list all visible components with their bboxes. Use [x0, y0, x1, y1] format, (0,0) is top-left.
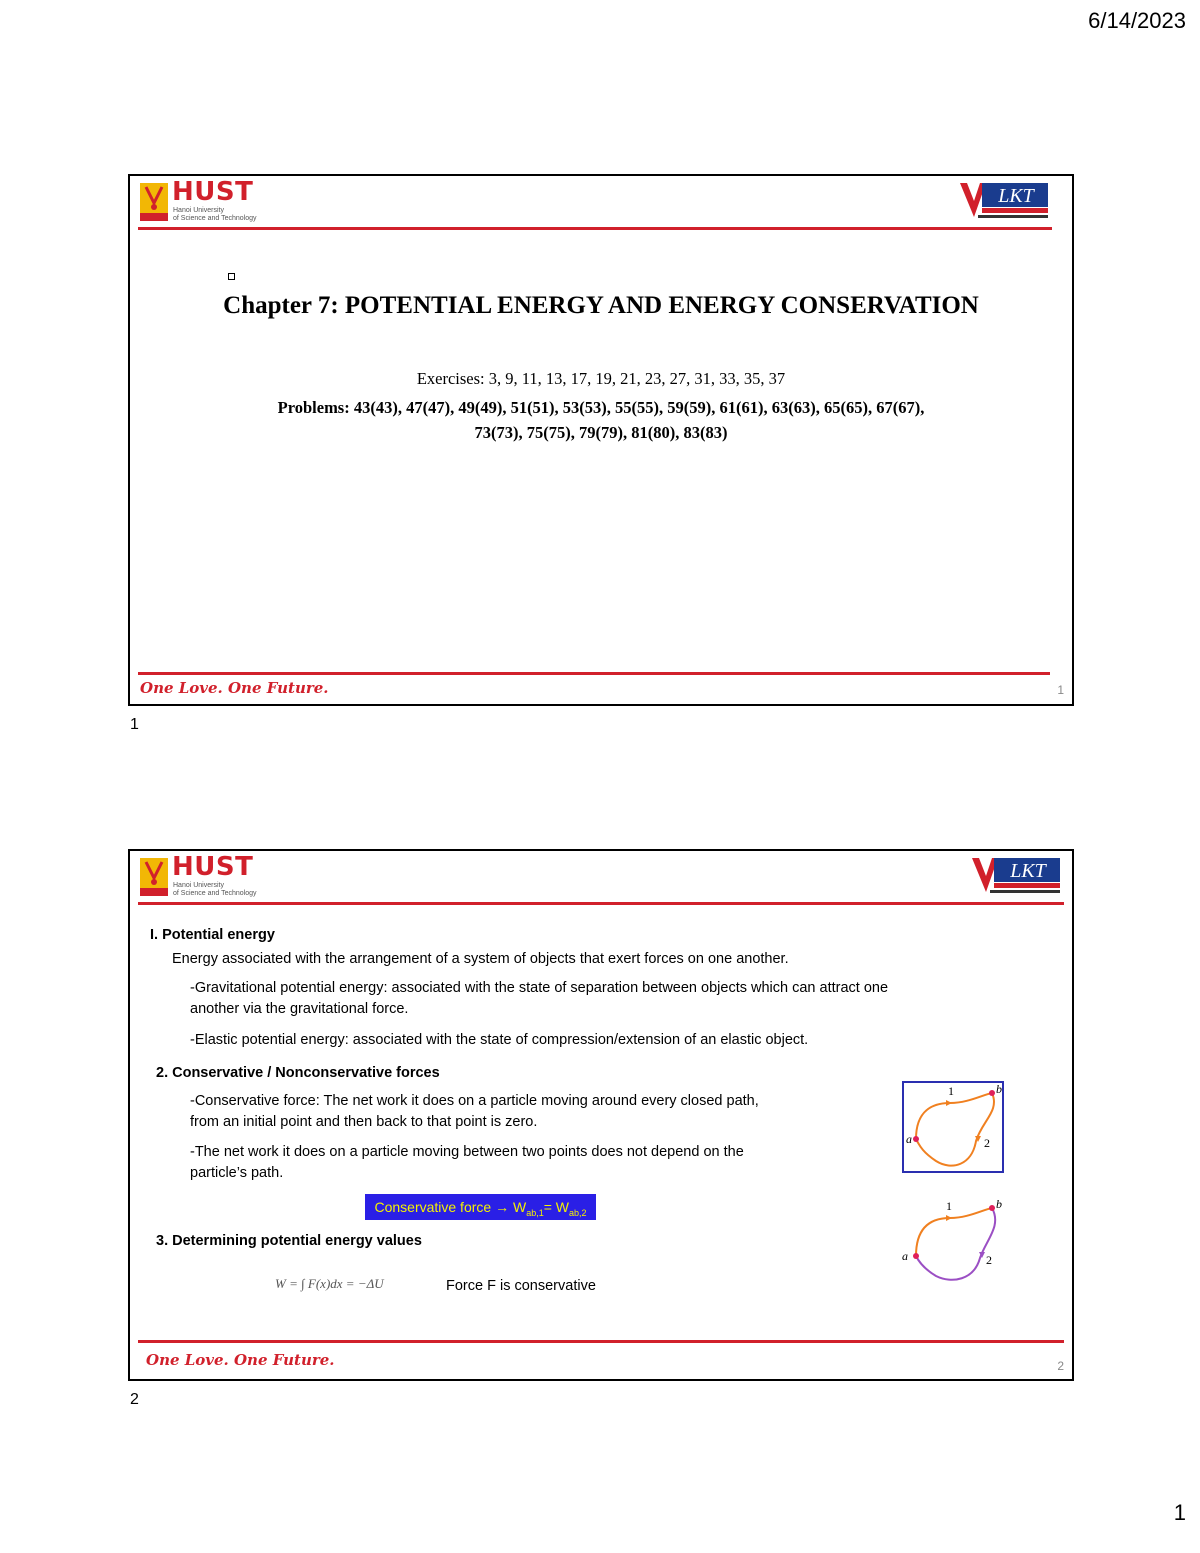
svg-text:1: 1 — [948, 1084, 954, 1098]
page-number: 1 — [1173, 1500, 1186, 1525]
footer-divider — [138, 672, 1050, 675]
svg-text:1: 1 — [946, 1199, 952, 1213]
elastic-text: -Elastic potential energy: associated with the state of compression/extension of an elastic object. — [190, 1032, 809, 1048]
conservative-line1: -Conservative force: The net work it does on a particle moving around every closed path, — [190, 1093, 759, 1109]
svg-text:LKT: LKT — [1010, 860, 1046, 882]
header-divider — [138, 227, 1052, 230]
path-independence-line1: -The net work it does on a particle moving between two points does not depend on the — [190, 1144, 744, 1160]
svg-text:a: a — [902, 1249, 908, 1263]
hust-subtitle: Hanoi University of Science and Technology — [173, 207, 257, 222]
slogan: One Love. One Future. — [140, 679, 329, 697]
formula-note: Force F is conservative — [446, 1278, 596, 1294]
svg-text:2: 2 — [986, 1253, 992, 1267]
path-independence-line2: particle’s path. — [190, 1165, 284, 1181]
footer-divider — [138, 1340, 1064, 1343]
definition-text: Energy associated with the arrangement of a system of objects that exert forces on one another. — [172, 951, 789, 967]
problems-list: Problems: 43(43), 47(47), 49(49), 51(51), 53(53), 55(55), 59(59), 61(61), 63(63), 65(65), 67(67), 73(73), 75(75), 79(79), 81(80), 83(83) — [277, 398, 925, 442]
svg-text:a: a — [906, 1132, 912, 1146]
exercises-list: Exercises: 3, 9, 11, 13, 17, 19, 21, 23, 27, 31, 33, 35, 37 — [416, 369, 786, 388]
vlkt-logo-icon — [958, 181, 1050, 223]
svg-text:b: b — [996, 1197, 1002, 1211]
slide-caption-number: 1 — [130, 716, 139, 733]
header-divider — [138, 902, 1064, 905]
hust-wordmark: HUST — [172, 177, 254, 207]
heading-determining-potential-energy: 3. Determining potential energy values — [156, 1233, 422, 1249]
hust-logo — [140, 177, 270, 222]
slide-2 — [128, 849, 1074, 1381]
slide-caption-number: 2 — [130, 1391, 139, 1408]
slide-number: 1 — [1057, 683, 1064, 697]
hust-emblem-icon — [140, 183, 168, 221]
svg-text:LKT: LKT — [998, 185, 1034, 207]
page-date: 6/14/2023 — [1088, 8, 1186, 33]
gravitational-line2: another via the gravitational force. — [190, 1001, 409, 1017]
closed-path-figure — [902, 1081, 1006, 1175]
hust-subtitle: Hanoi University of Science and Technology — [173, 882, 257, 897]
conservative-line2: from an initial point and then back to that point is zero. — [190, 1114, 538, 1130]
work-formula: W = ∫ F(x)dx = −ΔU — [275, 1276, 384, 1291]
slide-1 — [128, 174, 1074, 706]
gravitational-line1: -Gravitational potential energy: associated with the state of separation between objects which can attract one — [190, 980, 889, 996]
slogan: One Love. One Future. — [146, 1351, 335, 1369]
bullet-square-icon — [228, 273, 235, 280]
conservative-work-highlight: Conservative force → $W_{ab,1}= W_{ab,2}$ — [365, 1194, 596, 1220]
hust-wordmark: HUST — [172, 852, 254, 882]
hust-emblem-icon — [140, 858, 168, 896]
slide-number: 2 — [1057, 1359, 1064, 1373]
heading-conservative-forces: 2. Conservative / Nonconservative forces — [156, 1065, 440, 1081]
svg-text:2: 2 — [984, 1136, 990, 1150]
svg-text:b: b — [996, 1082, 1002, 1096]
chapter-title: Chapter 7: POTENTIAL ENERGY AND ENERGY CONSERVATION — [223, 292, 979, 319]
heading-potential-energy: I. Potential energy — [150, 927, 275, 943]
vlkt-logo-icon — [970, 856, 1062, 898]
two-path-figure — [898, 1196, 1008, 1286]
hust-logo — [140, 852, 270, 897]
